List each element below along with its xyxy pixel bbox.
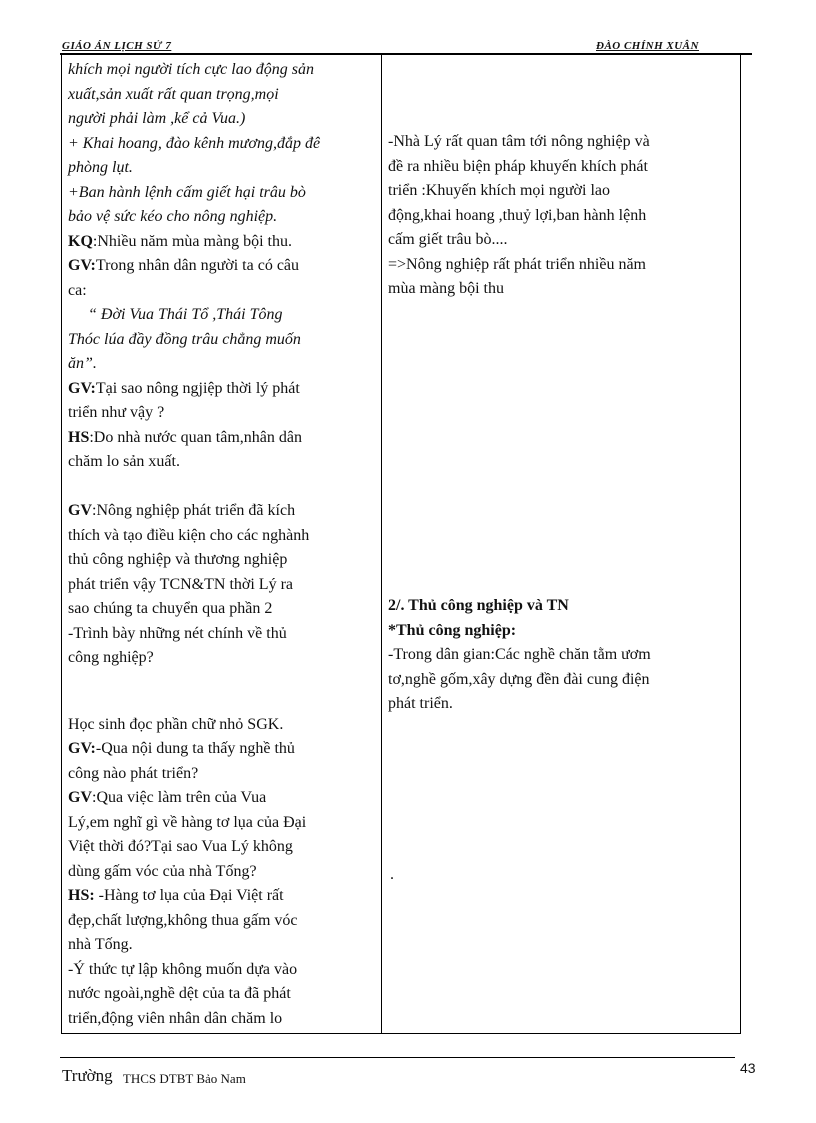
text-line: chăm lo sản xuất. (68, 453, 180, 470)
teacher-text: Trong nhân dân người ta có câu (95, 257, 300, 274)
speaker-label: GV (68, 789, 92, 806)
text-line: sao chúng ta chuyển qua phần 2 (68, 600, 273, 617)
text-line: Lý,em nghĩ gì về hàng tơ lụa của Đại (68, 813, 307, 831)
text-line: -Trình bày những nét chính về thủ (68, 624, 287, 642)
column-divider (381, 54, 382, 1034)
text-line: -Nhà Lý rất quan tâm tới nông nghiệp và (388, 133, 650, 150)
teacher-line (68, 254, 374, 279)
text-line: phòng lụt. (68, 159, 133, 176)
speaker-label: GV: (68, 740, 96, 757)
teacher-text: :Qua việc làm trên của Vua (92, 789, 267, 806)
teacher-line (68, 377, 374, 402)
text-line: thích và tạo điều kiện cho các nghành (68, 526, 310, 544)
speaker-label: GV (68, 502, 92, 519)
text-line: đề ra nhiều biện pháp khuyến khích phát (388, 157, 648, 175)
verse-line: Thóc lúa đầy đồng trâu chẳng muốn (68, 330, 301, 348)
result-label: KQ (68, 232, 93, 250)
verse-line: “ Đời Vua Thái Tổ ,Thái Tông (88, 306, 283, 323)
speaker-label: GV: (68, 379, 96, 397)
text-line: công nghiệp? (68, 649, 154, 666)
text-line: Việt thời đó?Tại sao Vua Lý không (68, 838, 293, 855)
text-line: + Khai hoang, đào kênh mương,đắp đê (68, 134, 321, 152)
student-line (68, 426, 374, 451)
text-line: cấm giết trâu bò.... (388, 231, 508, 248)
page-number: 43 (740, 1060, 756, 1076)
text-line: =>Nông nghiệp rất phát triển nhiều năm (388, 255, 646, 273)
text-line: bảo vệ sức kéo cho nông nghiệp. (68, 208, 278, 225)
result-text: :Nhiều năm mùa màng bội thu. (92, 232, 292, 250)
text-line: phát triển vậy TCN&TN thời Lý ra (68, 575, 294, 593)
content-summary-column (388, 130, 733, 302)
footer-school (62, 1066, 246, 1086)
text-line: thủ công nghiệp và thương nghiệp (68, 551, 288, 568)
teacher-text: :Nông nghiệp phát triển đã kích (92, 502, 296, 519)
text-line: +Ban hành lệnh cấm giết hại trâu bò (68, 183, 306, 201)
teacher-line (68, 499, 374, 524)
student-text: :Do nhà nước quan tâm,nhân dân (89, 428, 302, 446)
text-line: ca: (68, 281, 87, 299)
subsection-heading: *Thủ công nghiệp: (388, 621, 517, 639)
speaker-label: HS: (68, 887, 95, 904)
text-line: đẹp,chất lượng,không thua gấm vóc (68, 911, 298, 929)
stray-period: . (390, 866, 394, 883)
text-line: triển như vậy ? (68, 404, 165, 421)
text-line: động,khai hoang ,thuỷ lợi,ban hành lệnh (388, 206, 647, 224)
footer-school-name: THCS DTBT Bảo Nam (122, 1071, 246, 1086)
text-line: triển,động viên nhân dân chăm lo (68, 1009, 283, 1027)
teacher-text: -Qua nội dung ta thấy nghề thủ (95, 740, 295, 757)
header-left-title: GIÁO ÁN LỊCH SỬ 7 (62, 40, 172, 52)
handicraft-section (388, 594, 733, 717)
speaker-label: HS (68, 428, 90, 446)
section-heading: 2/. Thủ công nghiệp và TN (388, 597, 569, 614)
text-line: dùng gấm vóc của nhà Tống? (68, 862, 257, 880)
teacher-line (68, 737, 374, 762)
text-line: triển :Khuyến khích mọi người lao (388, 182, 610, 199)
student-text: -Hàng tơ lụa của Đại Việt rất (94, 887, 284, 904)
student-line (68, 884, 374, 909)
text-line: mùa màng bội thu (388, 280, 504, 297)
speaker-label: GV: (68, 257, 96, 274)
text-line: phát triển. (388, 695, 453, 712)
text-line: tơ,nghề gốm,xây dựng đền đài cung điện (388, 670, 650, 688)
footer-rule (60, 1057, 735, 1058)
text-line: khích mọi người tích cực lao động sản (68, 61, 314, 78)
text-line: nhà Tống. (68, 936, 133, 953)
text-line: người phải làm ,kể cả Vua.) (68, 110, 246, 127)
teacher-text: Tại sao nông ngjiệp thời lý phát (95, 379, 300, 397)
teacher-student-column (68, 58, 374, 1031)
verse-line: ăn”. (68, 355, 97, 372)
text-line: xuất,sản xuất rất quan trọng,mọi (68, 85, 279, 103)
text-line: -Ý thức tự lập không muốn dựa vào (68, 960, 298, 978)
text-line: nước ngoài,nghề dệt của ta đã phát (68, 985, 291, 1002)
text-line: công nào phát triển? (68, 764, 199, 782)
teacher-line (68, 786, 374, 811)
result-line (68, 230, 374, 255)
header-right-author: ĐÀO CHÍNH XUÂN (596, 40, 699, 52)
text-line: Học sinh đọc phần chữ nhỏ SGK. (68, 715, 284, 733)
text-line: -Trong dân gian:Các nghề chăn tằm ươm (388, 646, 651, 663)
footer-school-prefix: Trường (62, 1066, 113, 1085)
